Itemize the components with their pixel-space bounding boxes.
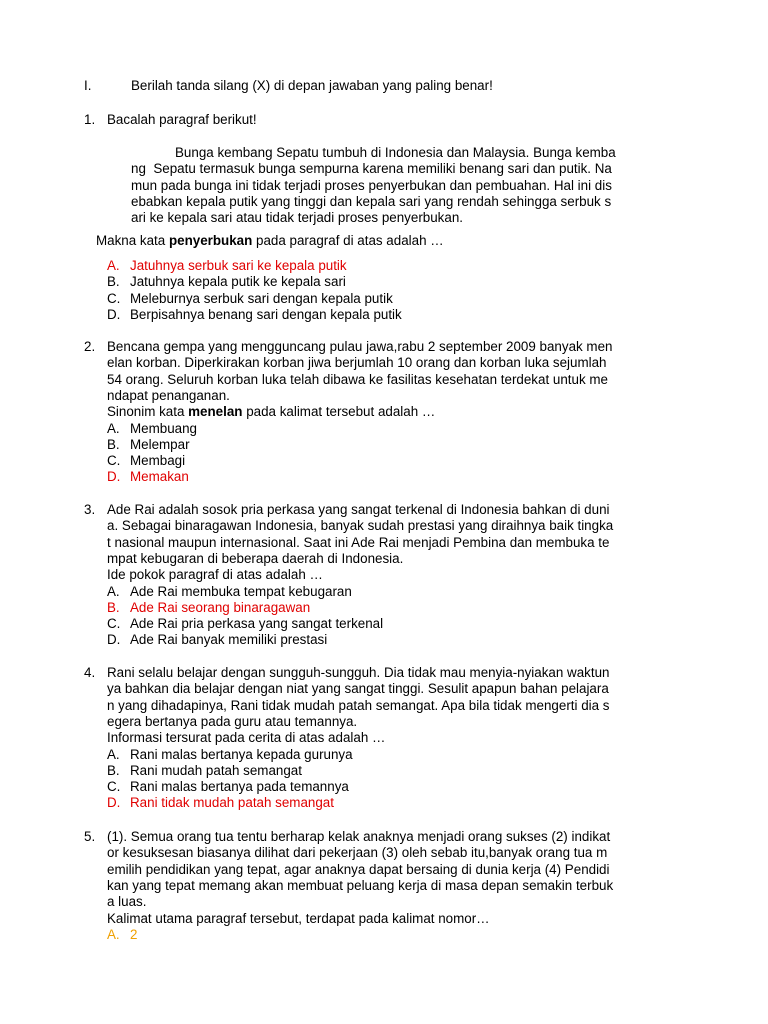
option-b[interactable] — [107, 763, 302, 779]
option-text: Rani mudah patah semangat — [130, 762, 302, 778]
question-number: 2. — [84, 339, 96, 354]
option-letter: D. — [107, 306, 121, 322]
option-letter: D. — [107, 469, 121, 485]
question-line: elan korban. Diperkirakan korban jiwa berjumlah 10 orang dan korban luka sejumlah — [107, 355, 607, 371]
question-intro: Bacalah paragraf berikut! — [107, 112, 257, 127]
option-b[interactable] — [107, 437, 190, 453]
question-line: ya bahkan dia belajar dengan niat yang sangat tinggi. Sesulit apapun bahan pelajara — [107, 681, 609, 697]
option-letter: A. — [107, 258, 120, 273]
option-a[interactable] — [107, 747, 353, 763]
option-text: Melempar — [130, 436, 190, 452]
question-number: 4. — [84, 665, 96, 680]
instruction-text: Berilah tanda silang (X) di depan jawaban yang paling benar! — [131, 78, 493, 93]
paragraph-line: mun pada bunga ini tidak terjadi proses penyerbukan dan pembuahan. Hal ini dis — [131, 177, 612, 193]
instruction-numeral: I. — [84, 78, 92, 93]
question-prompt: Informasi tersurat pada cerita di atas adalah … — [107, 730, 386, 746]
option-text: Membagi — [130, 453, 186, 469]
option-letter: C. — [107, 453, 121, 469]
question-keyword: menelan — [188, 404, 243, 420]
option-text: Rani malas bertanya kepada gurunya — [130, 746, 353, 762]
question-text: Makna kata — [96, 233, 169, 248]
question-line: mpat kebugaran di beberapa daerah di Indonesia. — [107, 550, 404, 566]
option-text: Rani tidak mudah patah semangat — [130, 795, 334, 811]
option-d[interactable] — [107, 307, 402, 323]
option-c[interactable] — [107, 779, 349, 795]
question-line: emilih pendidikan yang tepat, agar anaknya dapat bersaing di dunia kerja (4) Pendidi — [107, 861, 610, 877]
paragraph-line: ari ke kepala sari atau tidak terjadi proses penyerbukan. — [131, 210, 463, 226]
paragraph-line: ebabkan kepala putik yang tinggi dan kepala sari yang rendah sehingga serbuk s — [131, 193, 612, 209]
option-b[interactable] — [107, 274, 346, 290]
question-number: 5. — [84, 829, 96, 844]
question-line: n yang dihadapinya, Rani tidak mudah patah semangat. Apa bila tidak mengerti dia s — [107, 697, 610, 713]
option-letter: A. — [107, 583, 120, 599]
option-letter: A. — [107, 926, 120, 942]
question-line: t nasional maupun internasional. Saat ini Ade Rai menjadi Pembina dan membuka te — [107, 534, 610, 550]
option-text: Ade Rai seorang binaragawan — [130, 599, 311, 615]
question-line: egera bertanya pada guru atau temannya. — [107, 713, 358, 729]
question-line: Bencana gempa yang mengguncang pulau jawa,rabu 2 september 2009 banyak men — [107, 339, 613, 354]
question-line: kan yang tepat memang akan membuat peluang kerja di masa depan semakin terbuk — [107, 877, 614, 893]
option-letter: C. — [107, 290, 121, 306]
option-text: Jatuhnya kepala putik ke kepala sari — [130, 274, 346, 290]
option-letter: C. — [107, 616, 121, 632]
q1-question — [96, 233, 444, 249]
question-prompt — [107, 404, 435, 420]
question-prompt: Ide pokok paragraf di atas adalah … — [107, 567, 323, 583]
question-line: a luas. — [107, 894, 147, 910]
option-d[interactable] — [107, 469, 189, 485]
option-text: Berpisahnya benang sari dengan kepala putik — [130, 306, 402, 322]
option-a[interactable] — [107, 421, 197, 437]
option-text: Memakan — [130, 469, 189, 485]
paragraph-line: ng Sepatu termasuk bunga sempurna karena memiliki benang sari dan putik. Na — [131, 161, 612, 177]
option-letter: B. — [107, 762, 120, 778]
option-d[interactable] — [107, 632, 327, 648]
option-a[interactable] — [107, 258, 347, 274]
question-line: a. Sebagai binaragawan Indonesia, banyak sudah prestasi yang diraihnya baik tingka — [107, 518, 614, 534]
option-letter: A. — [107, 746, 120, 762]
option-text: 2 — [130, 926, 138, 942]
option-text: Jatuhnya serbuk sari ke kepala putik — [130, 258, 347, 273]
option-letter: B. — [107, 436, 120, 452]
option-c[interactable] — [107, 291, 393, 307]
option-text: Membuang — [130, 420, 197, 436]
option-letter: C. — [107, 779, 121, 795]
question-line: 54 orang. Seluruh korban luka telah dibawa ke fasilitas kesehatan terdekat untuk me — [107, 371, 608, 387]
paragraph-line: Bunga kembang Sepatu tumbuh di Indonesia dan Malaysia. Bunga kemba — [175, 145, 616, 160]
question-line: (1). Semua orang tua tentu berharap kelak anaknya menjadi orang sukses (2) indikat — [107, 829, 611, 844]
question-text: pada paragraf di atas adalah … — [252, 233, 444, 248]
option-text: Ade Rai banyak memiliki prestasi — [130, 632, 328, 648]
option-a[interactable] — [107, 927, 137, 943]
question-keyword: penyerbukan — [168, 233, 253, 248]
option-c[interactable] — [107, 453, 185, 469]
question-number: 3. — [84, 502, 96, 517]
option-d[interactable] — [107, 795, 334, 811]
option-letter: D. — [107, 795, 121, 811]
option-text: Ade Rai pria perkasa yang sangat terkenal — [130, 616, 384, 632]
option-text: Meleburnya serbuk sari dengan kepala putik — [130, 290, 393, 306]
option-letter: D. — [107, 632, 121, 648]
question-number: 1. — [84, 112, 96, 127]
question-line: Ade Rai adalah sosok pria perkasa yang sangat terkenal di Indonesia bahkan di duni — [107, 502, 610, 517]
question-text: Sinonim kata — [107, 404, 189, 420]
option-b[interactable] — [107, 600, 310, 616]
question-prompt: Kalimat utama paragraf tersebut, terdapat pada kalimat nomor… — [107, 910, 490, 926]
option-letter: B. — [107, 599, 120, 615]
option-a[interactable] — [107, 584, 352, 600]
question-text: pada kalimat tersebut adalah … — [242, 404, 436, 420]
option-letter: A. — [107, 420, 120, 436]
question-line: Rani selalu belajar dengan sungguh-sungguh. Dia tidak mau menyia-nyiakan waktun — [107, 665, 610, 680]
option-letter: B. — [107, 274, 120, 290]
option-c[interactable] — [107, 616, 383, 632]
option-text: Ade Rai membuka tempat kebugaran — [130, 583, 352, 599]
question-line: or kesuksesan biasanya dilihat dari pekerjaan (3) oleh sebab itu,banyak orang tua m — [107, 845, 608, 861]
option-text: Rani malas bertanya pada temannya — [130, 779, 349, 795]
question-line: ndapat penanganan. — [107, 387, 230, 403]
